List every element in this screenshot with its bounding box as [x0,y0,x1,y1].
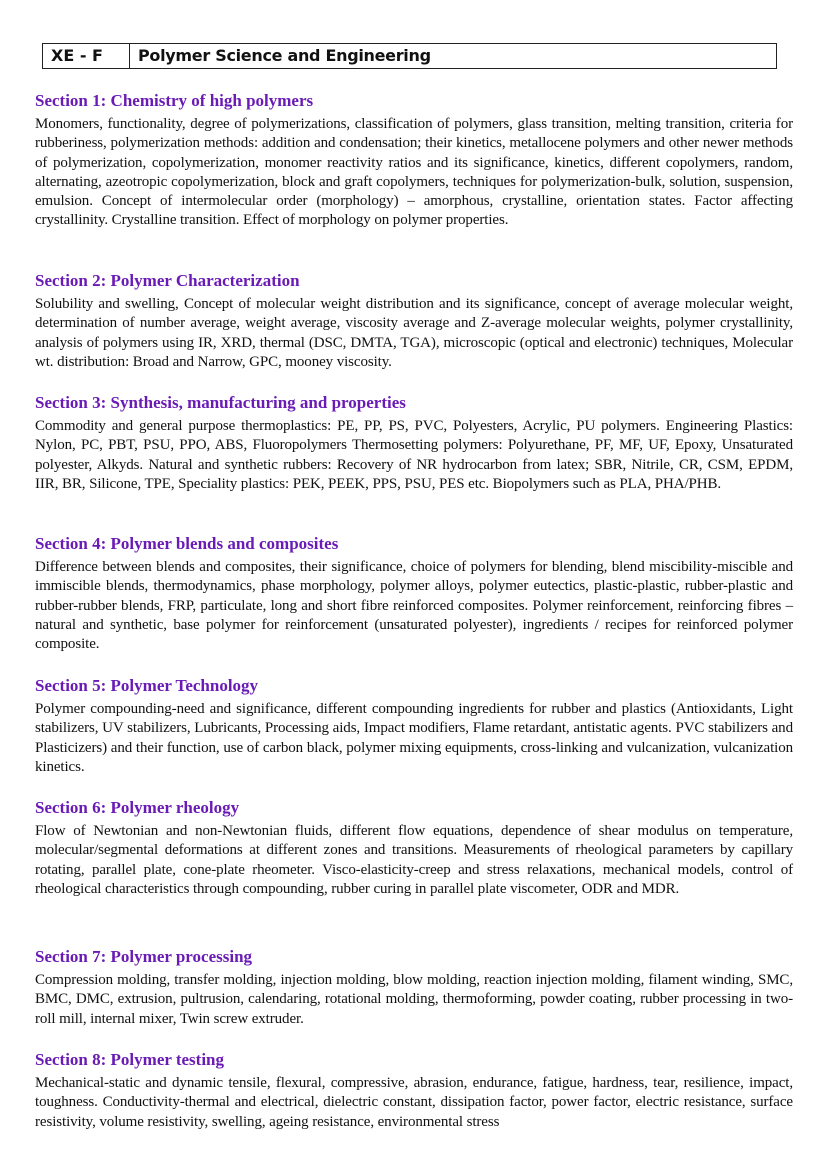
section-heading: Section 1: Chemistry of high polymers [35,91,314,110]
section-1 [35,91,793,231]
section-body: Polymer compounding-need and significance, different compounding ingredients for rubber and plastics (Antioxidants, Light stabilizers, UV stabilizers, Lubricants, Processing aids, Impact modifiers, Flame retardant, antistatic agents. PVC stabilizers and Plasticizers) and their function, use of carbon black, polymer mixing equipments, cross-linking and vulcanization, vulcanization kinetics. [35,701,793,775]
section-heading: Section 7: Polymer processing [35,947,253,966]
section-7 [35,947,793,1029]
section-3 [35,393,793,494]
section-heading: Section 5: Polymer Technology [35,676,259,695]
subject-title: Polymer Science and Engineering [138,46,431,65]
section-body: Commodity and general purpose thermoplastics: PE, PP, PS, PVC, Polyesters, Acrylic, PU polymers. Engineering Plastics: Nylon, PC, PBT, PSU, PPO, ABS, Fluoropolymers Thermosetting polymers: Polyurethane, PF, MF, UF, Epoxy, Unsaturated polyester, Alkyds. Natural and synthetic rubbers: Recovery of NR hydrocarbon from latex; SBR, Nitrile, CR, CSM, EPDM, IIR, BR, Silicone, TPE, Speciality plastics: PEK, PEEK, PPS, PSU, PES etc. Biopolymers such as PLA, PHA/PHB. [35,418,793,492]
subject-header [42,43,777,69]
section-5 [35,676,793,777]
section-body: Mechanical-static and dynamic tensile, flexural, compressive, abrasion, endurance, fatigue, hardness, tear, resilience, impact, toughness. Conductivity-thermal and electrical, dielectric constant, dissipation factor, power factor, electric resistance, surface resistivity, volume resistivity, swelling, ageing resistance, environmental stress [35,1075,793,1130]
section-body: Monomers, functionality, degree of polymerizations, classification of polymers, glass transition, melting transition, criteria for rubberiness, polymerization methods: addition and condensation; their kinetics, metallocene polymers and other newer methods of polymerization, copolymerization, monomer reactivity ratios and its significance, kinetics, different copolymers, random, alternating, azeotropic copolymerization, block and graft copolymers, techniques for polymerization-bulk, solution, suspension, emulsion. Concept of intermolecular order (morphology) – amorphous, crystalline, orientation states. Factor affecting crystallinity. Crystalline transition. Effect of morphology on polymer properties. [35,116,793,229]
section-8 [35,1050,793,1132]
section-heading: Section 6: Polymer rheology [35,798,240,817]
section-heading: Section 4: Polymer blends and composites [35,534,339,553]
section-heading: Section 8: Polymer testing [35,1050,225,1069]
section-body: Solubility and swelling, Concept of molecular weight distribution and its significance, concept of average molecular weight, determination of number average, weight average, viscosity average and Z-average molecular weights, polymer crystallinity, analysis of polymers using IR, XRD, thermal (DSC, DMTA, TGA), microscopic (optical and electronic) techniques, Molecular wt. distribution: Broad and Narrow, GPC, mooney viscosity. [35,296,793,370]
section-body: Compression molding, transfer molding, injection molding, blow molding, reaction injection molding, filament winding, SMC, BMC, DMC, extrusion, pultrusion, calendaring, rotational molding, thermoforming, powder coating, rubber processing in two-roll mill, internal mixer, Twin screw extruder. [35,972,793,1027]
section-heading: Section 3: Synthesis, manufacturing and properties [35,393,406,412]
section-6 [35,798,793,899]
section-heading: Section 2: Polymer Characterization [35,271,300,290]
section-2 [35,271,793,372]
section-body: Flow of Newtonian and non-Newtonian fluids, different flow equations, dependence of shear modulus on temperature, molecular/segmental deformations at different zones and transitions. Measurements of rheological parameters by capillary rotating, parallel plate, cone-plate rheometer. Visco-elasticity-creep and stress relaxations, mechanical models, control of rheological characteristics through compounding, rubber curing in parallel plate viscometer, ODR and MDR. [35,823,793,897]
section-4 [35,534,793,654]
section-body: Difference between blends and composites, their significance, choice of polymers for blending, blend miscibility-miscible and immiscible blends, thermodynamics, phase morphology, polymer alloys, polymer eutectics, plastic-plastic, rubber-plastic and rubber-rubber blends, FRP, particulate, long and short fibre reinforced composites. Polymer reinforcement, reinforcing fibres – natural and synthetic, base polymer for reinforcement (unsaturated polyester), ingredients / recipes for reinforced polymer composite. [35,559,793,653]
subject-code: XE - F [43,44,130,68]
